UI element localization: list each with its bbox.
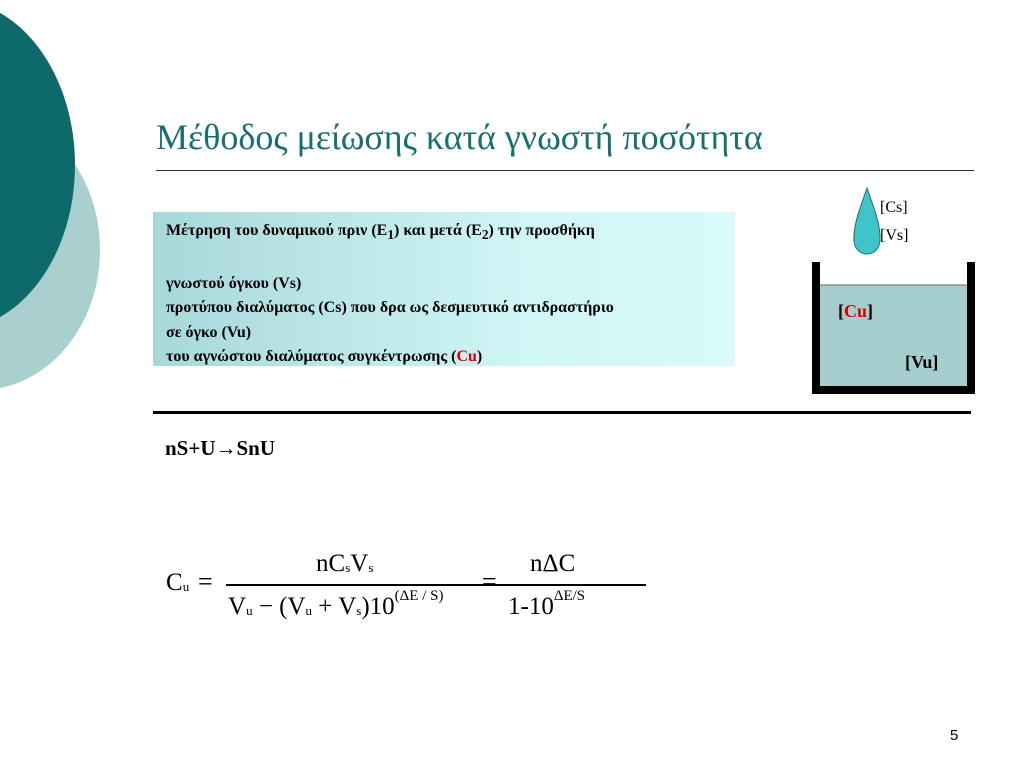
fraction2-denominator <box>508 588 585 621</box>
drop-volume-label: [Vs] <box>880 227 909 244</box>
e2-subscript: 2 <box>481 227 489 243</box>
description-line-1 <box>166 219 735 248</box>
den2-base: 1-10 <box>508 593 554 620</box>
formula-lhs <box>166 569 189 597</box>
e1-subscript: 1 <box>387 227 394 243</box>
description-line-4: σε όγκο (Vu) <box>166 323 252 341</box>
num1-a: nC <box>316 550 346 577</box>
equals-sign-2: = <box>482 567 497 596</box>
line1-end-text: ) την προσθήκη <box>488 222 595 239</box>
page-number: 5 <box>950 727 959 744</box>
lhs-subscript: u <box>182 579 190 594</box>
den1-d: )10 <box>361 593 395 620</box>
den1-sub1: u <box>246 603 253 618</box>
den1-exponent: (ΔE / S) <box>394 588 444 604</box>
num1-sub2: s <box>368 560 374 575</box>
slide-title: Μέθοδος μείωσης κατά γνωστή ποσότητα <box>156 117 763 157</box>
fraction2-numerator: nΔC <box>530 550 576 577</box>
num1-b: V <box>350 550 369 577</box>
description-line-3: προτύπου διαλύματος (Cs) που δρα ως δεσμευτικό αντιδραστήριο <box>166 299 614 317</box>
line1-text: Μέτρηση του δυναμικού πριν (E <box>166 222 388 239</box>
fraction2-bar <box>508 584 604 586</box>
cu-bracket-close: ] <box>867 301 874 321</box>
cu-highlight: Cu <box>456 348 477 366</box>
line5-end-text: ) <box>476 348 483 366</box>
title-divider <box>156 170 974 171</box>
line1-mid-text: ) και μετά (E <box>393 222 482 239</box>
vessel-concentration-label <box>838 301 873 322</box>
section-divider <box>153 411 971 414</box>
den1-a: V <box>228 593 247 620</box>
standard-drop-icon <box>852 186 882 256</box>
vessel-cu-text: Cu <box>844 301 868 321</box>
beaker-vessel <box>812 260 975 394</box>
line5-text: του αγνώστου διαλύματος συγκέντρωσης ( <box>166 348 457 366</box>
fraction1-numerator <box>316 550 373 578</box>
lhs-symbol: C <box>166 569 183 596</box>
den1-sub3: s <box>356 603 362 618</box>
cu-bracket-open: [ <box>838 301 844 321</box>
vessel-volume-label: [Vu] <box>905 352 939 372</box>
den1-sub2: u <box>305 603 313 618</box>
drop-concentration-label: [Cs] <box>880 199 908 216</box>
description-box <box>153 212 735 366</box>
den2-exponent: ΔE/S <box>553 588 586 604</box>
den1-c: + V <box>312 593 357 620</box>
description-line-2: γνωστού όγκου (Vs) <box>166 274 302 292</box>
description-line-5 <box>166 345 735 370</box>
reaction-equation: nS+U→SnU <box>165 436 276 460</box>
fraction1-denominator <box>228 588 443 621</box>
equals-sign-1: = <box>198 567 213 596</box>
description-spacer <box>166 248 735 272</box>
den1-b: − (V <box>252 593 306 620</box>
num1-sub1: s <box>345 560 351 575</box>
